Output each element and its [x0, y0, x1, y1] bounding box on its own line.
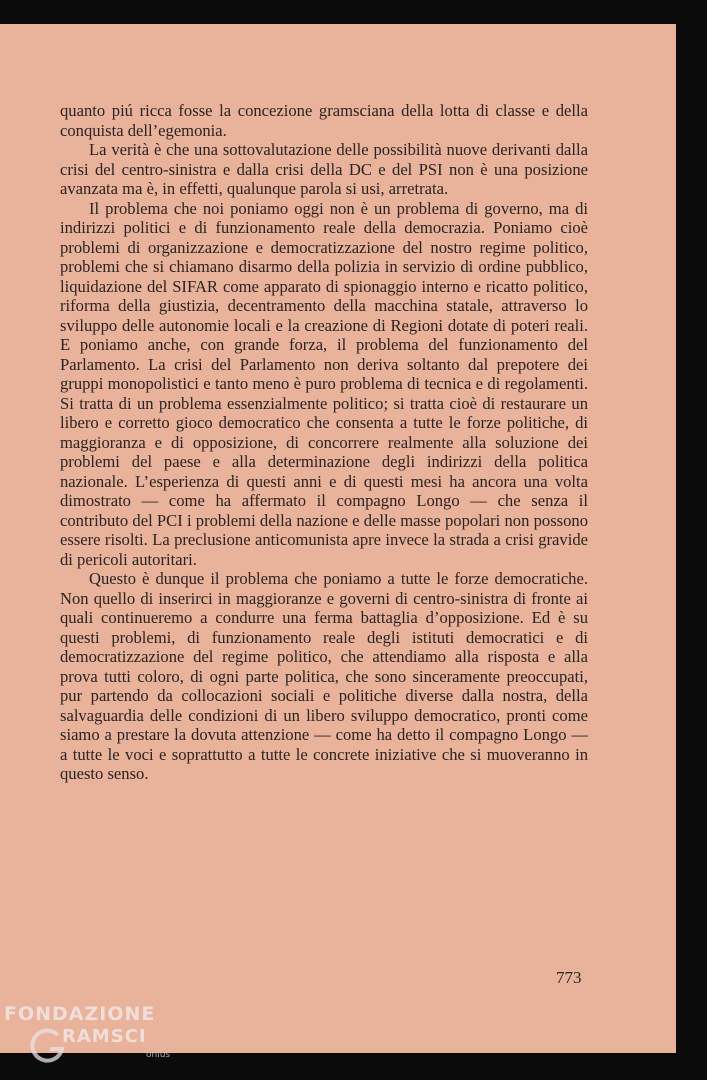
paragraph-2: La verità è che una sottovalutazione delle possibilità nuove derivanti dalla crisi del centro-sinistra e dalla crisi della DC e del PSI non è una posizione avanzata ma è, in effetti, qualunque parola si usi, arretrata. — [60, 140, 588, 198]
fondazione-gramsci-watermark — [4, 1003, 204, 1073]
body-text — [60, 101, 588, 784]
watermark-line-2: RAMSCI — [62, 1026, 147, 1047]
paragraph-1: quanto piú ricca fosse la concezione gramsciana della lotta di classe e della conquista dell’egemonia. — [60, 101, 588, 140]
paragraph-4: Questo è dunque il problema che poniamo a tutte le forze democratiche. Non quello di inserirci in maggioranze e governi di centro-sinistra di fronte ai quali continueremo a condurre una ferma battaglia d’opposizione. Ed è su questi problemi, di funzionamento reale degli istituti democratici e di democratizzazione del regime politico, che attendiamo alla risposta e alla prova tutti coloro, di ogni parte politica, che sono sinceramente preoccupati, pur partendo da collocazioni sociali e politiche diverse dalla nostra, della salvaguardia delle condizioni di un libero sviluppo democratico, pronti come siamo a prestare la dovuta attenzione — come ha detto il compagno Longo — a tutte le voci e soprattutto a tutte le concrete iniziative che si muoveranno in questo senso. — [60, 569, 588, 783]
watermark-suffix: onlus — [146, 1050, 171, 1060]
watermark-line-1: FONDAZIONE — [4, 1003, 156, 1025]
paragraph-3: Il problema che noi poniamo oggi non è un problema di governo, ma di indirizzi politici e di funzionamento reale della democrazia. Poniamo cioè problemi di organizzazione e democratizzazione del nostro regime politico, problemi che si chiamano disarmo della polizia in servizio di ordine pubblico, liquidazione del SIFAR come apparato di spionaggio interno e ricatto politico, riforma della giustizia, decentramento della macchina statale, attraverso lo sviluppo delle autonomie locali e la creazione di Regioni dotate di poteri reali. E poniamo anche, con grande forza, il problema del funzionamento del Parlamento. La crisi del Parlamento non deriva soltanto dal prepotere dei gruppi monopolistici e tanto meno è puro problema di tecnica e di regolamenti. Si tratta di un problema essenzialmente politico; si tratta cioè di restaurare un libero e corretto gioco democratico che consenta a tutte le forze politiche, di maggioranza e di opposizione, di concorrere realmente alla soluzione dei problemi del paese e alla determinazione degli indirizzi della politica nazionale. L’esperienza di questi anni e di questi mesi ha ancora una volta dimostrato — come ha affermato il compagno Longo — che senza il contributo del PCI i problemi della nazione e delle masse popolari non possono essere risolti. La preclusione anticomunista apre invece la strada a crisi gravide di pericoli autoritari. — [60, 198, 588, 569]
page-number: 773 — [556, 968, 582, 987]
scanned-page — [0, 24, 676, 1053]
